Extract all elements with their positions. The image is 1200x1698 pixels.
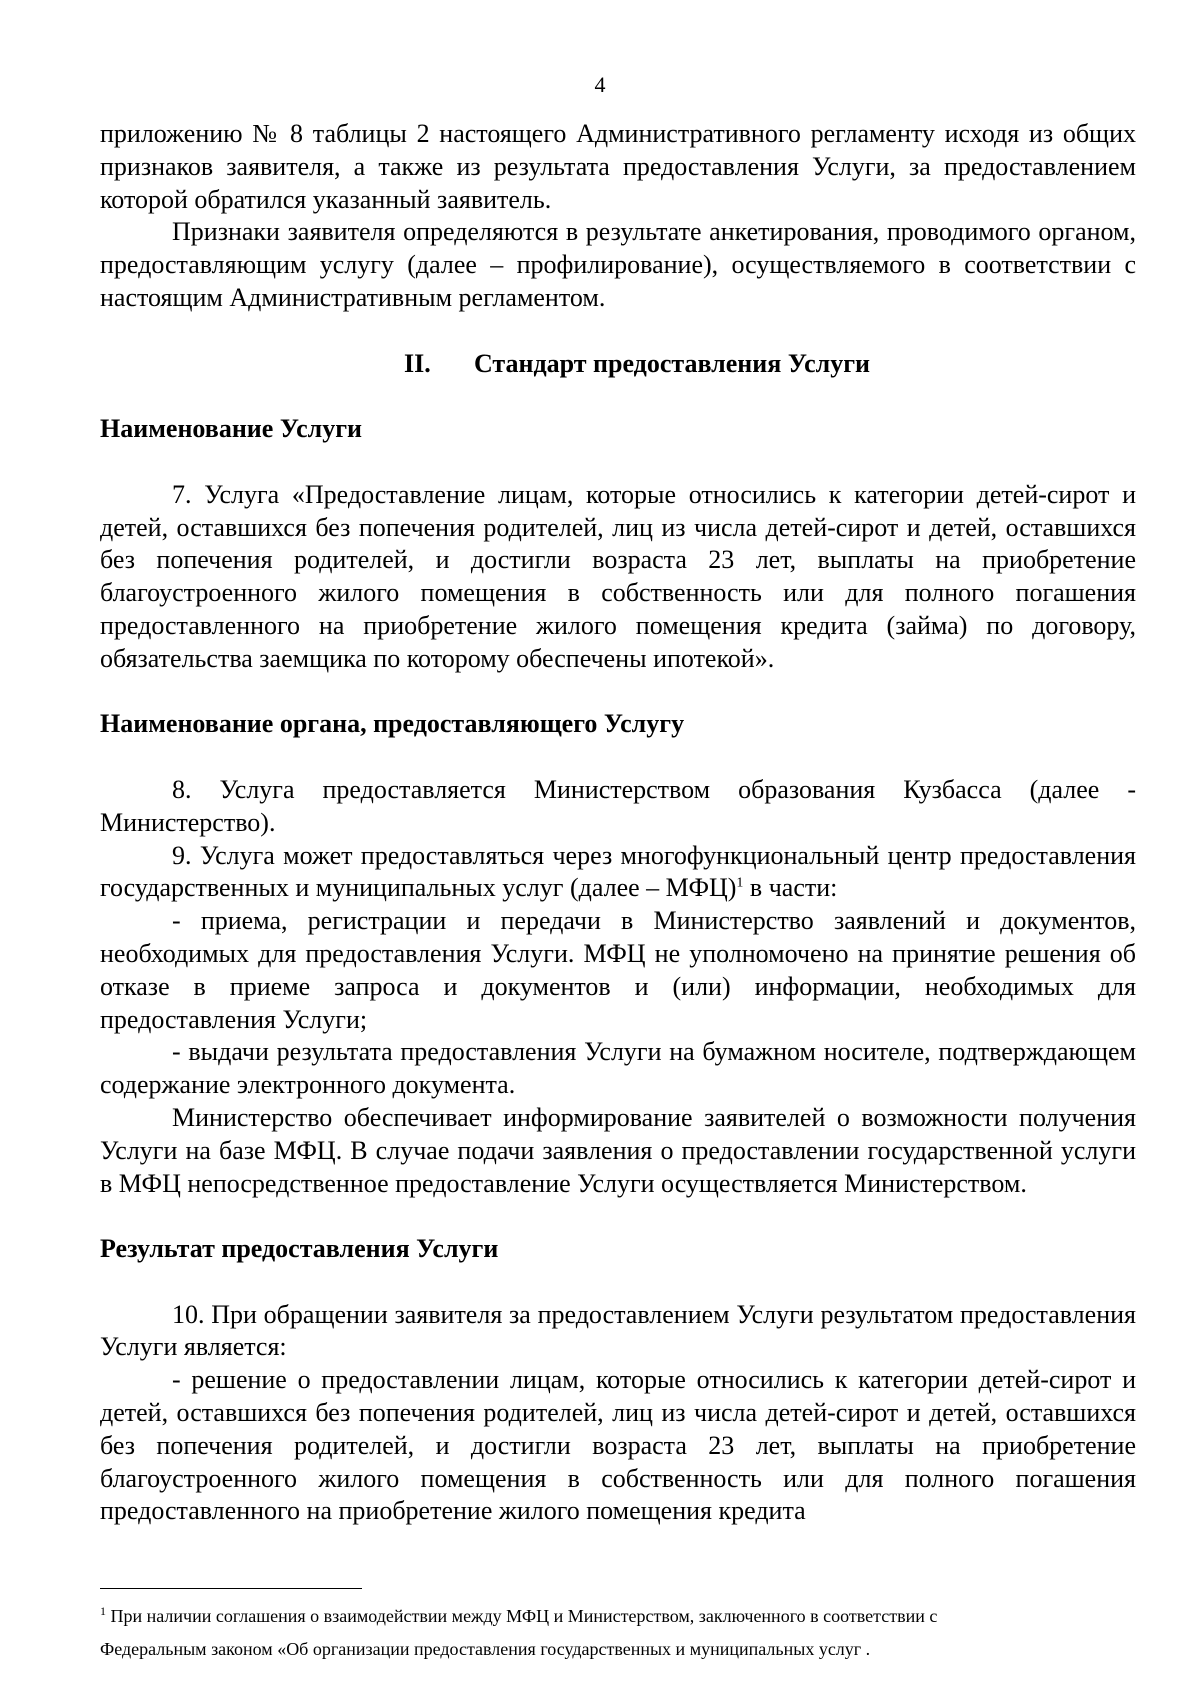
paragraph-applicant-features: Признаки заявителя определяются в результате анкетирования, проводимого органом, предоставляющим услугу (далее – профилирование), осуществляемого в соответствии с настоящим Административным регламентом.: [100, 217, 1136, 312]
section-title: Стандарт предоставления Услуги: [474, 348, 871, 378]
section-number: II.: [404, 348, 431, 378]
item-9-informing: Министерство обеспечивает информирование заявителей о возможности получения Услуги на базе МФЦ. В случае подачи заявления о предоставлении государственной услуги в МФЦ непосредственное предоставление Услуги осуществляется Министерством.: [100, 1102, 1136, 1198]
item-9-text: 9. Услуга может предоставляться через многофункциональный центр предоставления государственных и муниципальных услуг (далее – МФЦ): [100, 840, 1136, 903]
item-10-bullet-1: - решение о предоставлении лицам, которые относились к категории детей-сирот и детей, оставшихся без попечения родителей, лиц из числа детей-сирот и детей, оставшихся без попечения родителей, и достигли возраста 23 лет, выплаты на приобретение благоустроенного жилого помещения в собственность или для полного погашения предоставленного на приобретение жилого помещения кредита: [100, 1365, 1136, 1526]
footnote-line-2: Федеральным законом «Об организации предоставления государственных и муниципальных услуг .: [100, 1639, 871, 1659]
page-number: 4: [594, 72, 606, 97]
heading-service-result: Результат предоставления Услуги: [100, 1234, 499, 1264]
footnote-reference: 1: [736, 875, 744, 891]
item-9: [100, 840, 1136, 906]
item-8: 8. Услуга предоставляется Министерством образования Кузбасса (далее - Министерство).: [100, 774, 1136, 837]
footnote-text-1: При наличии соглашения о взаимодействии между МФЦ и Министерством, заключенного в соответствии с: [106, 1606, 938, 1626]
item-9-bullet-2: - выдачи результата предоставления Услуги на бумажном носителе, подтверждающем содержание электронного документа.: [100, 1037, 1136, 1100]
heading-organ-name: Наименование органа, предоставляющего Услугу: [100, 709, 685, 739]
footnote-divider: [100, 1588, 362, 1589]
heading-service-name: Наименование Услуги: [100, 414, 363, 444]
footnote-mark: 1: [100, 1604, 106, 1618]
item-10: 10. При обращении заявителя за предоставлением Услуги результатом предоставления Услуги является:: [100, 1299, 1136, 1362]
footnote-line-1: [100, 1600, 1136, 1633]
item-9-bullet-1: - приема, регистрации и передачи в Министерство заявлений и документов, необходимых для предоставления Услуги. МФЦ не уполномочено на принятие решения об отказе в приеме запроса и документов и (или) информации, необходимых для предоставления Услуги;: [100, 906, 1136, 1034]
item-7: 7. Услуга «Предоставление лицам, которые относились к категории детей-сирот и детей, оставшихся без попечения родителей, лиц из числа детей-сирот и детей, оставшихся без попечения родителей, и достигли возраста 23 лет, выплаты на приобретение благоустроенного жилого помещения в собственность или для полного погашения предоставленного на приобретение жилого помещения кредита (займа) по договору, обязательства заемщика по которому обеспечены ипотекой».: [100, 479, 1136, 673]
footnote: [100, 1600, 1136, 1666]
item-9-tail: в части:: [743, 873, 838, 903]
section-heading-ii: [100, 348, 1136, 381]
paragraph-continuation: приложению № 8 таблицы 2 настоящего Административного регламенту исходя из общих признаков заявителя, а также из результата предоставления Услуги, за предоставлением которой обратился указанный заявитель.: [100, 119, 1136, 214]
document-body: [100, 118, 1136, 1528]
